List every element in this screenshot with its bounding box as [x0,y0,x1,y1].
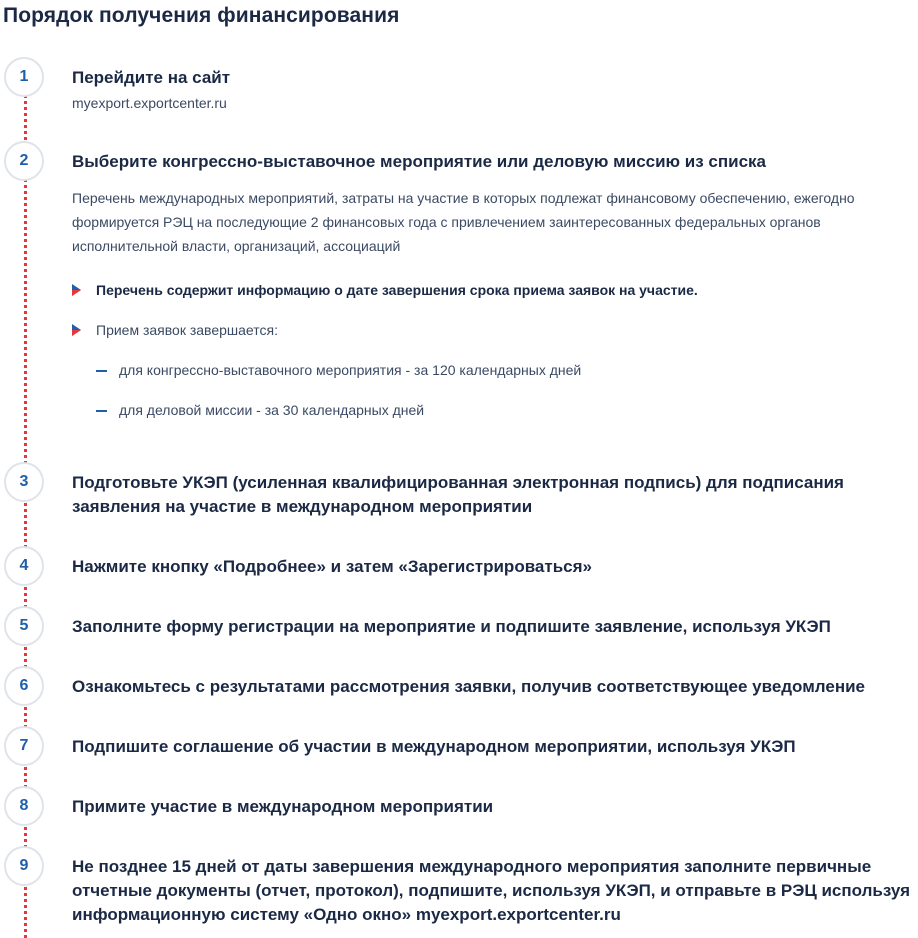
step-number-circle: 1 [4,57,44,97]
step-number-circle: 3 [4,462,44,502]
dash-bullet-icon [96,370,107,372]
step-number-circle: 5 [4,606,44,646]
triangle-bullet-icon [72,284,81,296]
step-title: Не позднее 15 дней от даты завершения международного мероприятия заполните первичные отчетные документы (отчет, протокол), подпишите, используя УКЭП, и отправьте в РЭЦ используя информационную систему «Одно окно» myexport.exportcenter.ru [72,857,911,924]
step-number-circle: 4 [4,546,44,586]
triangle-bullet-icon [72,324,81,336]
bullet-item: Перечень содержит информацию о дате завершения срока приема заявок на участие. [72,280,698,300]
step-description: Перечень международных мероприятий, затраты на участие в которых подлежат финансовому обеспечению, ежегодно формируется РЭЦ на последующие 2 финансовых года с привлечением заинтересованных федеральных органов исполнительной власти, организаций, ассоциаций [72,190,855,254]
step-title: Перейдите на сайт [72,68,231,87]
step-number-circle: 9 [4,846,44,886]
step-title: Нажмите кнопку «Подробнее» и затем «Зарегистрироваться» [72,557,592,576]
step-title: Ознакомьтесь с результатами рассмотрения заявки, получив соответствующее уведомление [72,677,865,696]
dash-bullet-icon [96,410,107,412]
sub-bullet-item: для конгрессно-выставочного мероприятия - за 120 календарных дней [96,360,581,380]
step-number-circle: 2 [4,141,44,181]
step-title: Подготовьте УКЭП (усиленная квалифицированная электронная подпись) для подписания заявления на участие в международном мероприятии [72,473,844,516]
step-number-circle: 7 [4,726,44,766]
bullet-item: Прием заявок завершается: [72,320,278,340]
step-title: Заполните форму регистрации на мероприятие и подпишите заявление, используя УКЭП [72,617,831,636]
sub-bullet-item: для деловой миссии - за 30 календарных дней [96,400,424,420]
step-number-circle: 6 [4,666,44,706]
step-title: Примите участие в международном мероприятии [72,797,494,816]
step-title: Выберите конгрессно-выставочное мероприятие или деловую миссию из списка [72,152,767,171]
step-title: Подпишите соглашение об участии в международном мероприятии, используя УКЭП [72,737,796,756]
page-title: Порядок получения финансирования [3,4,400,27]
step-number-circle: 8 [4,786,44,826]
site-url: myexport.exportcenter.ru [72,95,227,111]
